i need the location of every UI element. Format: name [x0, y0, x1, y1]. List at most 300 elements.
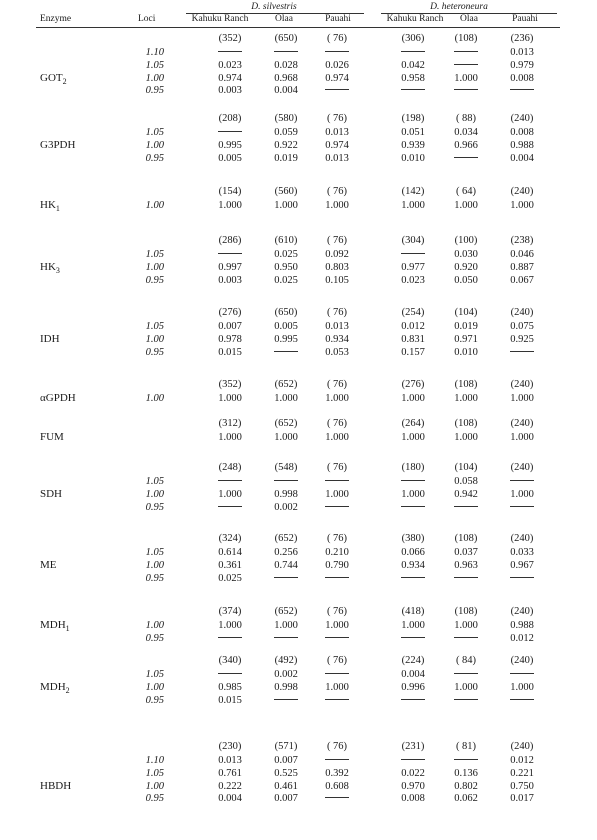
frequency-cell: 0.934 — [401, 559, 425, 571]
frequency-cell — [264, 696, 308, 707]
frequency-cell: 1.000 — [218, 488, 242, 500]
sample-size-cell: (240) — [510, 113, 534, 124]
frequency-cell: 1.000 — [454, 393, 478, 404]
frequency-cell: 0.988 — [510, 620, 534, 631]
frequency-cell: 0.222 — [218, 780, 242, 792]
enzyme-name-text: IDH — [40, 332, 60, 345]
frequency-cell: 1.000 — [510, 488, 534, 500]
sample-size-cell: (240) — [510, 606, 534, 617]
frequency-cell — [500, 348, 544, 359]
em-dash — [401, 253, 425, 254]
enzyme-name-text: HBDH — [40, 779, 72, 792]
frequency-cell: 1.000 — [274, 432, 298, 443]
frequency-cell: 0.004 — [218, 793, 242, 805]
sample-size-cell: (340) — [218, 655, 242, 666]
loci-column-header: Loci — [138, 14, 156, 24]
frequency-cell: 0.042 — [401, 59, 425, 71]
frequency-cell: 0.007 — [274, 793, 298, 805]
frequency-cell — [444, 503, 488, 514]
frequency-cell: 0.013 — [325, 152, 349, 164]
sample-size-cell: (548) — [274, 462, 298, 473]
locus-label: 0.95 — [145, 85, 164, 97]
sample-size-cell: ( 76) — [326, 33, 348, 44]
em-dash — [510, 89, 534, 90]
enzyme-subscript: 2 — [65, 685, 70, 695]
frequency-cell — [315, 503, 359, 514]
frequency-cell: 0.974 — [325, 72, 349, 84]
frequency-cell — [391, 86, 435, 97]
frequency-cell: 0.461 — [274, 780, 298, 792]
em-dash — [325, 797, 349, 798]
locus-label: 0.95 — [145, 501, 164, 513]
em-dash — [218, 506, 242, 507]
frequency-cell: 0.977 — [401, 261, 425, 273]
frequency-cell: 0.392 — [325, 767, 349, 779]
frequency-cell: 1.000 — [454, 620, 478, 631]
frequency-cell: 0.034 — [454, 127, 478, 138]
frequency-cell: 0.025 — [274, 249, 298, 260]
enzyme-subscript: 3 — [55, 265, 60, 275]
frequency-cell: 0.015 — [218, 346, 242, 358]
frequency-cell: 0.012 — [510, 755, 534, 766]
frequency-cell: 1.000 — [325, 681, 349, 693]
frequency-cell: 1.000 — [218, 620, 242, 631]
frequency-cell: 0.002 — [274, 501, 298, 513]
frequency-cell: 0.995 — [218, 139, 242, 151]
em-dash — [401, 51, 425, 52]
frequency-cell: 1.000 — [510, 432, 534, 443]
frequency-cell: 1.000 — [325, 488, 349, 500]
frequency-cell: 0.003 — [218, 274, 242, 286]
frequency-cell — [315, 756, 359, 767]
frequency-cell — [391, 477, 435, 488]
frequency-cell: 0.939 — [401, 139, 425, 151]
frequency-cell: 1.000 — [510, 393, 534, 404]
sample-size-cell: (240) — [510, 741, 534, 752]
locus-label: 1.10 — [145, 47, 164, 58]
frequency-cell: 0.059 — [274, 127, 298, 138]
header-rule — [36, 27, 560, 28]
frequency-cell — [264, 48, 308, 59]
em-dash — [274, 51, 298, 52]
frequency-cell: 0.010 — [454, 346, 478, 358]
frequency-cell: 1.000 — [274, 393, 298, 404]
frequency-cell: 0.887 — [510, 261, 534, 273]
enzyme-name — [40, 200, 60, 213]
em-dash — [325, 577, 349, 578]
sample-size-cell: (108) — [454, 418, 478, 429]
frequency-cell — [208, 634, 252, 645]
frequency-cell — [264, 348, 308, 359]
frequency-cell — [264, 574, 308, 585]
frequency-cell: 0.033 — [510, 547, 534, 558]
locus-label: 1.00 — [145, 620, 164, 631]
sample-size-cell: (610) — [274, 235, 298, 246]
em-dash — [454, 51, 478, 52]
locus-label: 1.00 — [145, 333, 164, 345]
frequency-cell — [391, 696, 435, 707]
sample-size-cell: (240) — [510, 379, 534, 390]
locus-label: 0.95 — [145, 572, 164, 584]
em-dash — [274, 351, 298, 352]
em-dash — [454, 577, 478, 578]
sample-size-cell: ( 84) — [455, 655, 477, 666]
sample-size-cell: (108) — [454, 533, 478, 544]
em-dash — [454, 64, 478, 65]
frequency-cell: 1.000 — [401, 432, 425, 443]
locus-label: 1.05 — [145, 547, 164, 558]
frequency-cell: 1.000 — [325, 393, 349, 404]
sample-size-cell: (240) — [510, 307, 534, 318]
em-dash — [325, 51, 349, 52]
frequency-cell: 0.608 — [325, 780, 349, 792]
locus-label: 0.95 — [145, 152, 164, 164]
sample-size-cell: (231) — [401, 741, 425, 752]
em-dash — [401, 89, 425, 90]
frequency-cell: 0.790 — [325, 559, 349, 571]
frequency-cell — [315, 477, 359, 488]
sample-size-cell: (380) — [401, 533, 425, 544]
enzyme-name-text: MDH — [40, 619, 66, 631]
frequency-cell — [444, 574, 488, 585]
sample-size-cell: (240) — [510, 462, 534, 473]
sample-size-cell: (240) — [510, 533, 534, 544]
sample-size-cell: (580) — [274, 113, 298, 124]
em-dash — [454, 157, 478, 158]
frequency-cell — [315, 48, 359, 59]
frequency-cell: 0.988 — [510, 139, 534, 151]
frequency-cell: 0.025 — [218, 572, 242, 584]
frequency-cell: 0.030 — [454, 249, 478, 260]
frequency-cell — [208, 48, 252, 59]
frequency-cell: 0.997 — [218, 261, 242, 273]
frequency-cell: 1.000 — [401, 488, 425, 500]
frequency-cell — [391, 503, 435, 514]
frequency-cell: 0.053 — [325, 346, 349, 358]
sample-size-cell: ( 76) — [326, 235, 348, 246]
enzyme-name — [40, 489, 62, 500]
sample-size-cell: (240) — [510, 655, 534, 666]
frequency-cell: 0.002 — [274, 669, 298, 680]
frequency-cell: 0.092 — [325, 249, 349, 260]
frequency-cell — [444, 756, 488, 767]
locus-label: 1.05 — [145, 127, 164, 138]
frequency-cell: 1.000 — [325, 200, 349, 211]
sample-size-cell: (142) — [401, 186, 425, 197]
sample-size-cell: (154) — [218, 186, 242, 197]
frequency-cell: 0.013 — [325, 127, 349, 138]
pop-header-pauahi-1: Pauahi — [325, 14, 351, 24]
frequency-cell: 0.012 — [510, 632, 534, 644]
sample-size-cell: (492) — [274, 655, 298, 666]
pop-header-olaa-1: Olaa — [275, 14, 293, 24]
sample-size-cell: (650) — [274, 307, 298, 318]
frequency-cell: 1.000 — [325, 432, 349, 443]
pop-header-pauahi-2: Pauahi — [512, 14, 538, 24]
sample-size-cell: (104) — [454, 462, 478, 473]
em-dash — [325, 699, 349, 700]
sample-size-cell: (208) — [218, 113, 242, 124]
em-dash — [401, 699, 425, 700]
locus-label: 0.95 — [145, 346, 164, 358]
frequency-cell: 0.525 — [274, 767, 298, 779]
frequency-cell — [444, 61, 488, 72]
frequency-cell: 0.761 — [218, 767, 242, 779]
sample-size-cell: ( 76) — [326, 462, 348, 473]
enzyme-name-text: GOT — [40, 71, 63, 84]
em-dash — [401, 506, 425, 507]
frequency-cell: 0.966 — [454, 139, 478, 151]
locus-label: 0.95 — [145, 793, 164, 805]
em-dash — [218, 131, 242, 132]
frequency-cell: 0.958 — [401, 72, 425, 84]
frequency-cell: 0.013 — [510, 47, 534, 58]
frequency-cell: 0.004 — [274, 85, 298, 97]
locus-label: 1.00 — [145, 780, 164, 792]
em-dash — [454, 89, 478, 90]
enzyme-name-text: HK — [40, 199, 56, 211]
em-dash — [401, 577, 425, 578]
frequency-cell — [500, 696, 544, 707]
frequency-cell: 0.614 — [218, 547, 242, 558]
frequency-cell: 0.058 — [454, 476, 478, 487]
enzyme-name — [40, 560, 57, 571]
frequency-cell: 0.744 — [274, 559, 298, 571]
frequency-cell: 0.019 — [454, 321, 478, 332]
em-dash — [510, 351, 534, 352]
sample-size-cell: (306) — [401, 33, 425, 44]
frequency-cell — [391, 250, 435, 261]
frequency-cell: 1.000 — [218, 200, 242, 211]
frequency-cell: 0.022 — [401, 767, 425, 779]
frequency-cell: 0.008 — [401, 793, 425, 805]
locus-label: 1.00 — [145, 488, 164, 500]
frequency-cell: 0.942 — [454, 488, 478, 500]
sample-size-cell: (560) — [274, 186, 298, 197]
sample-size-cell: (652) — [274, 533, 298, 544]
frequency-cell: 1.000 — [401, 393, 425, 404]
frequency-cell: 0.803 — [325, 261, 349, 273]
sample-size-cell: (224) — [401, 655, 425, 666]
frequency-cell: 0.974 — [218, 72, 242, 84]
frequency-cell — [264, 477, 308, 488]
frequency-cell: 0.066 — [401, 547, 425, 558]
frequency-cell: 0.978 — [218, 333, 242, 345]
frequency-cell: 1.000 — [454, 432, 478, 443]
frequency-cell: 0.105 — [325, 274, 349, 286]
frequency-cell — [315, 574, 359, 585]
em-dash — [325, 480, 349, 481]
sample-size-cell: (652) — [274, 606, 298, 617]
enzyme-subscript: 1 — [65, 624, 70, 634]
frequency-cell: 0.007 — [218, 321, 242, 332]
frequency-cell: 0.008 — [510, 127, 534, 138]
frequency-cell: 0.985 — [218, 681, 242, 693]
frequency-cell — [500, 503, 544, 514]
sample-size-cell: (236) — [510, 33, 534, 44]
sample-size-cell: (108) — [454, 33, 478, 44]
sample-size-cell: ( 76) — [326, 741, 348, 752]
enzyme-subscript: 1 — [55, 204, 60, 214]
em-dash — [218, 480, 242, 481]
frequency-cell: 0.996 — [401, 681, 425, 693]
frequency-cell: 0.967 — [510, 559, 534, 571]
enzyme-name — [40, 334, 60, 345]
sample-size-cell: (264) — [401, 418, 425, 429]
frequency-cell — [444, 154, 488, 165]
sample-size-cell: (276) — [218, 307, 242, 318]
frequency-cell: 0.995 — [274, 333, 298, 345]
enzyme-name-text: FUM — [40, 431, 64, 443]
enzyme-subscript: 2 — [62, 76, 67, 86]
enzyme-name-text: ME — [40, 558, 57, 571]
enzyme-name-text: HK — [40, 260, 56, 273]
em-dash — [218, 673, 242, 674]
em-dash — [454, 637, 478, 638]
frequency-cell: 0.025 — [274, 274, 298, 286]
enzyme-name-text: SDH — [40, 487, 63, 500]
em-dash — [454, 759, 478, 760]
em-dash — [274, 577, 298, 578]
species-header-heteroneura: D. heteroneura — [430, 2, 488, 12]
frequency-cell — [444, 670, 488, 681]
em-dash — [510, 506, 534, 507]
frequency-cell: 0.050 — [454, 274, 478, 286]
frequency-cell: 0.004 — [401, 669, 425, 680]
frequency-cell: 0.019 — [274, 152, 298, 164]
frequency-cell — [444, 696, 488, 707]
frequency-cell — [500, 86, 544, 97]
sample-size-cell: ( 76) — [326, 186, 348, 197]
enzyme-name — [40, 262, 60, 275]
frequency-cell — [444, 48, 488, 59]
em-dash — [274, 480, 298, 481]
frequency-cell: 0.256 — [274, 547, 298, 558]
sample-size-cell: (352) — [218, 33, 242, 44]
frequency-cell: 0.075 — [510, 321, 534, 332]
sample-size-cell: (418) — [401, 606, 425, 617]
sample-size-cell: (230) — [218, 741, 242, 752]
frequency-cell: 1.000 — [274, 620, 298, 631]
frequency-cell: 0.934 — [325, 333, 349, 345]
sample-size-cell: (312) — [218, 418, 242, 429]
locus-label: 1.10 — [145, 755, 164, 766]
frequency-cell: 0.051 — [401, 127, 425, 138]
locus-label: 1.05 — [145, 476, 164, 487]
em-dash — [510, 480, 534, 481]
sample-size-cell: (254) — [401, 307, 425, 318]
frequency-cell: 0.023 — [401, 274, 425, 286]
frequency-cell: 1.000 — [454, 200, 478, 211]
sample-size-cell: (104) — [454, 307, 478, 318]
frequency-cell: 0.028 — [274, 59, 298, 71]
enzyme-name-text: G3PDH — [40, 138, 76, 151]
frequency-cell — [264, 634, 308, 645]
sample-size-cell: (286) — [218, 235, 242, 246]
em-dash — [274, 637, 298, 638]
em-dash — [325, 673, 349, 674]
frequency-cell: 0.037 — [454, 547, 478, 558]
frequency-cell: 0.015 — [218, 694, 242, 706]
em-dash — [401, 480, 425, 481]
sample-size-cell: ( 76) — [326, 606, 348, 617]
locus-label: 1.05 — [145, 59, 164, 71]
sample-size-cell: (238) — [510, 235, 534, 246]
em-dash — [454, 506, 478, 507]
frequency-cell: 0.750 — [510, 780, 534, 792]
locus-label: 1.05 — [145, 669, 164, 680]
sample-size-cell: (652) — [274, 379, 298, 390]
enzyme-name — [40, 393, 76, 404]
locus-label: 0.95 — [145, 632, 164, 644]
pop-header-kahuku-2: Kahuku Ranch — [386, 14, 444, 24]
frequency-cell: 0.046 — [510, 249, 534, 260]
sample-size-cell: ( 76) — [326, 379, 348, 390]
frequency-cell — [500, 670, 544, 681]
sample-size-cell: (324) — [218, 533, 242, 544]
sample-size-cell: (100) — [454, 235, 478, 246]
frequency-cell: 0.802 — [454, 780, 478, 792]
frequency-cell: 0.157 — [401, 346, 425, 358]
sample-size-cell: ( 76) — [326, 307, 348, 318]
sample-size-cell: ( 76) — [326, 113, 348, 124]
frequency-cell: 0.026 — [325, 59, 349, 71]
em-dash — [454, 699, 478, 700]
frequency-cell: 0.221 — [510, 767, 534, 779]
frequency-cell — [444, 86, 488, 97]
frequency-cell: 0.922 — [274, 139, 298, 151]
frequency-cell: 0.950 — [274, 261, 298, 273]
sample-size-cell: ( 81) — [455, 741, 477, 752]
frequency-cell — [315, 696, 359, 707]
em-dash — [510, 577, 534, 578]
sample-size-cell: (652) — [274, 418, 298, 429]
em-dash — [218, 637, 242, 638]
locus-label: 1.00 — [145, 261, 164, 273]
frequency-cell: 0.831 — [401, 333, 425, 345]
sample-size-cell: (180) — [401, 462, 425, 473]
frequency-cell: 0.017 — [510, 793, 534, 805]
frequency-cell — [391, 756, 435, 767]
sample-size-cell: (198) — [401, 113, 425, 124]
frequency-cell: 0.970 — [401, 780, 425, 792]
frequency-cell — [500, 574, 544, 585]
sample-size-cell: (304) — [401, 235, 425, 246]
locus-label: 1.00 — [145, 559, 164, 571]
frequency-cell: 1.000 — [510, 681, 534, 693]
frequency-cell: 0.012 — [401, 321, 425, 332]
locus-label: 0.95 — [145, 694, 164, 706]
frequency-cell — [208, 128, 252, 139]
enzyme-name — [40, 432, 64, 443]
frequency-cell — [391, 48, 435, 59]
em-dash — [401, 759, 425, 760]
locus-label: 1.05 — [145, 321, 164, 332]
frequency-cell: 0.998 — [274, 488, 298, 500]
frequency-cell — [315, 634, 359, 645]
species-header-silvestris: D. silvestris — [251, 2, 297, 12]
frequency-cell: 0.920 — [454, 261, 478, 273]
frequency-cell: 0.010 — [401, 152, 425, 164]
enzyme-name — [40, 620, 70, 633]
sample-size-cell: (571) — [274, 741, 298, 752]
frequency-cell: 1.000 — [510, 200, 534, 211]
frequency-cell: 0.979 — [510, 59, 534, 71]
sample-size-cell: (240) — [510, 186, 534, 197]
frequency-cell: 0.013 — [325, 321, 349, 332]
frequency-cell: 1.000 — [325, 620, 349, 631]
locus-label: 1.00 — [145, 681, 164, 693]
